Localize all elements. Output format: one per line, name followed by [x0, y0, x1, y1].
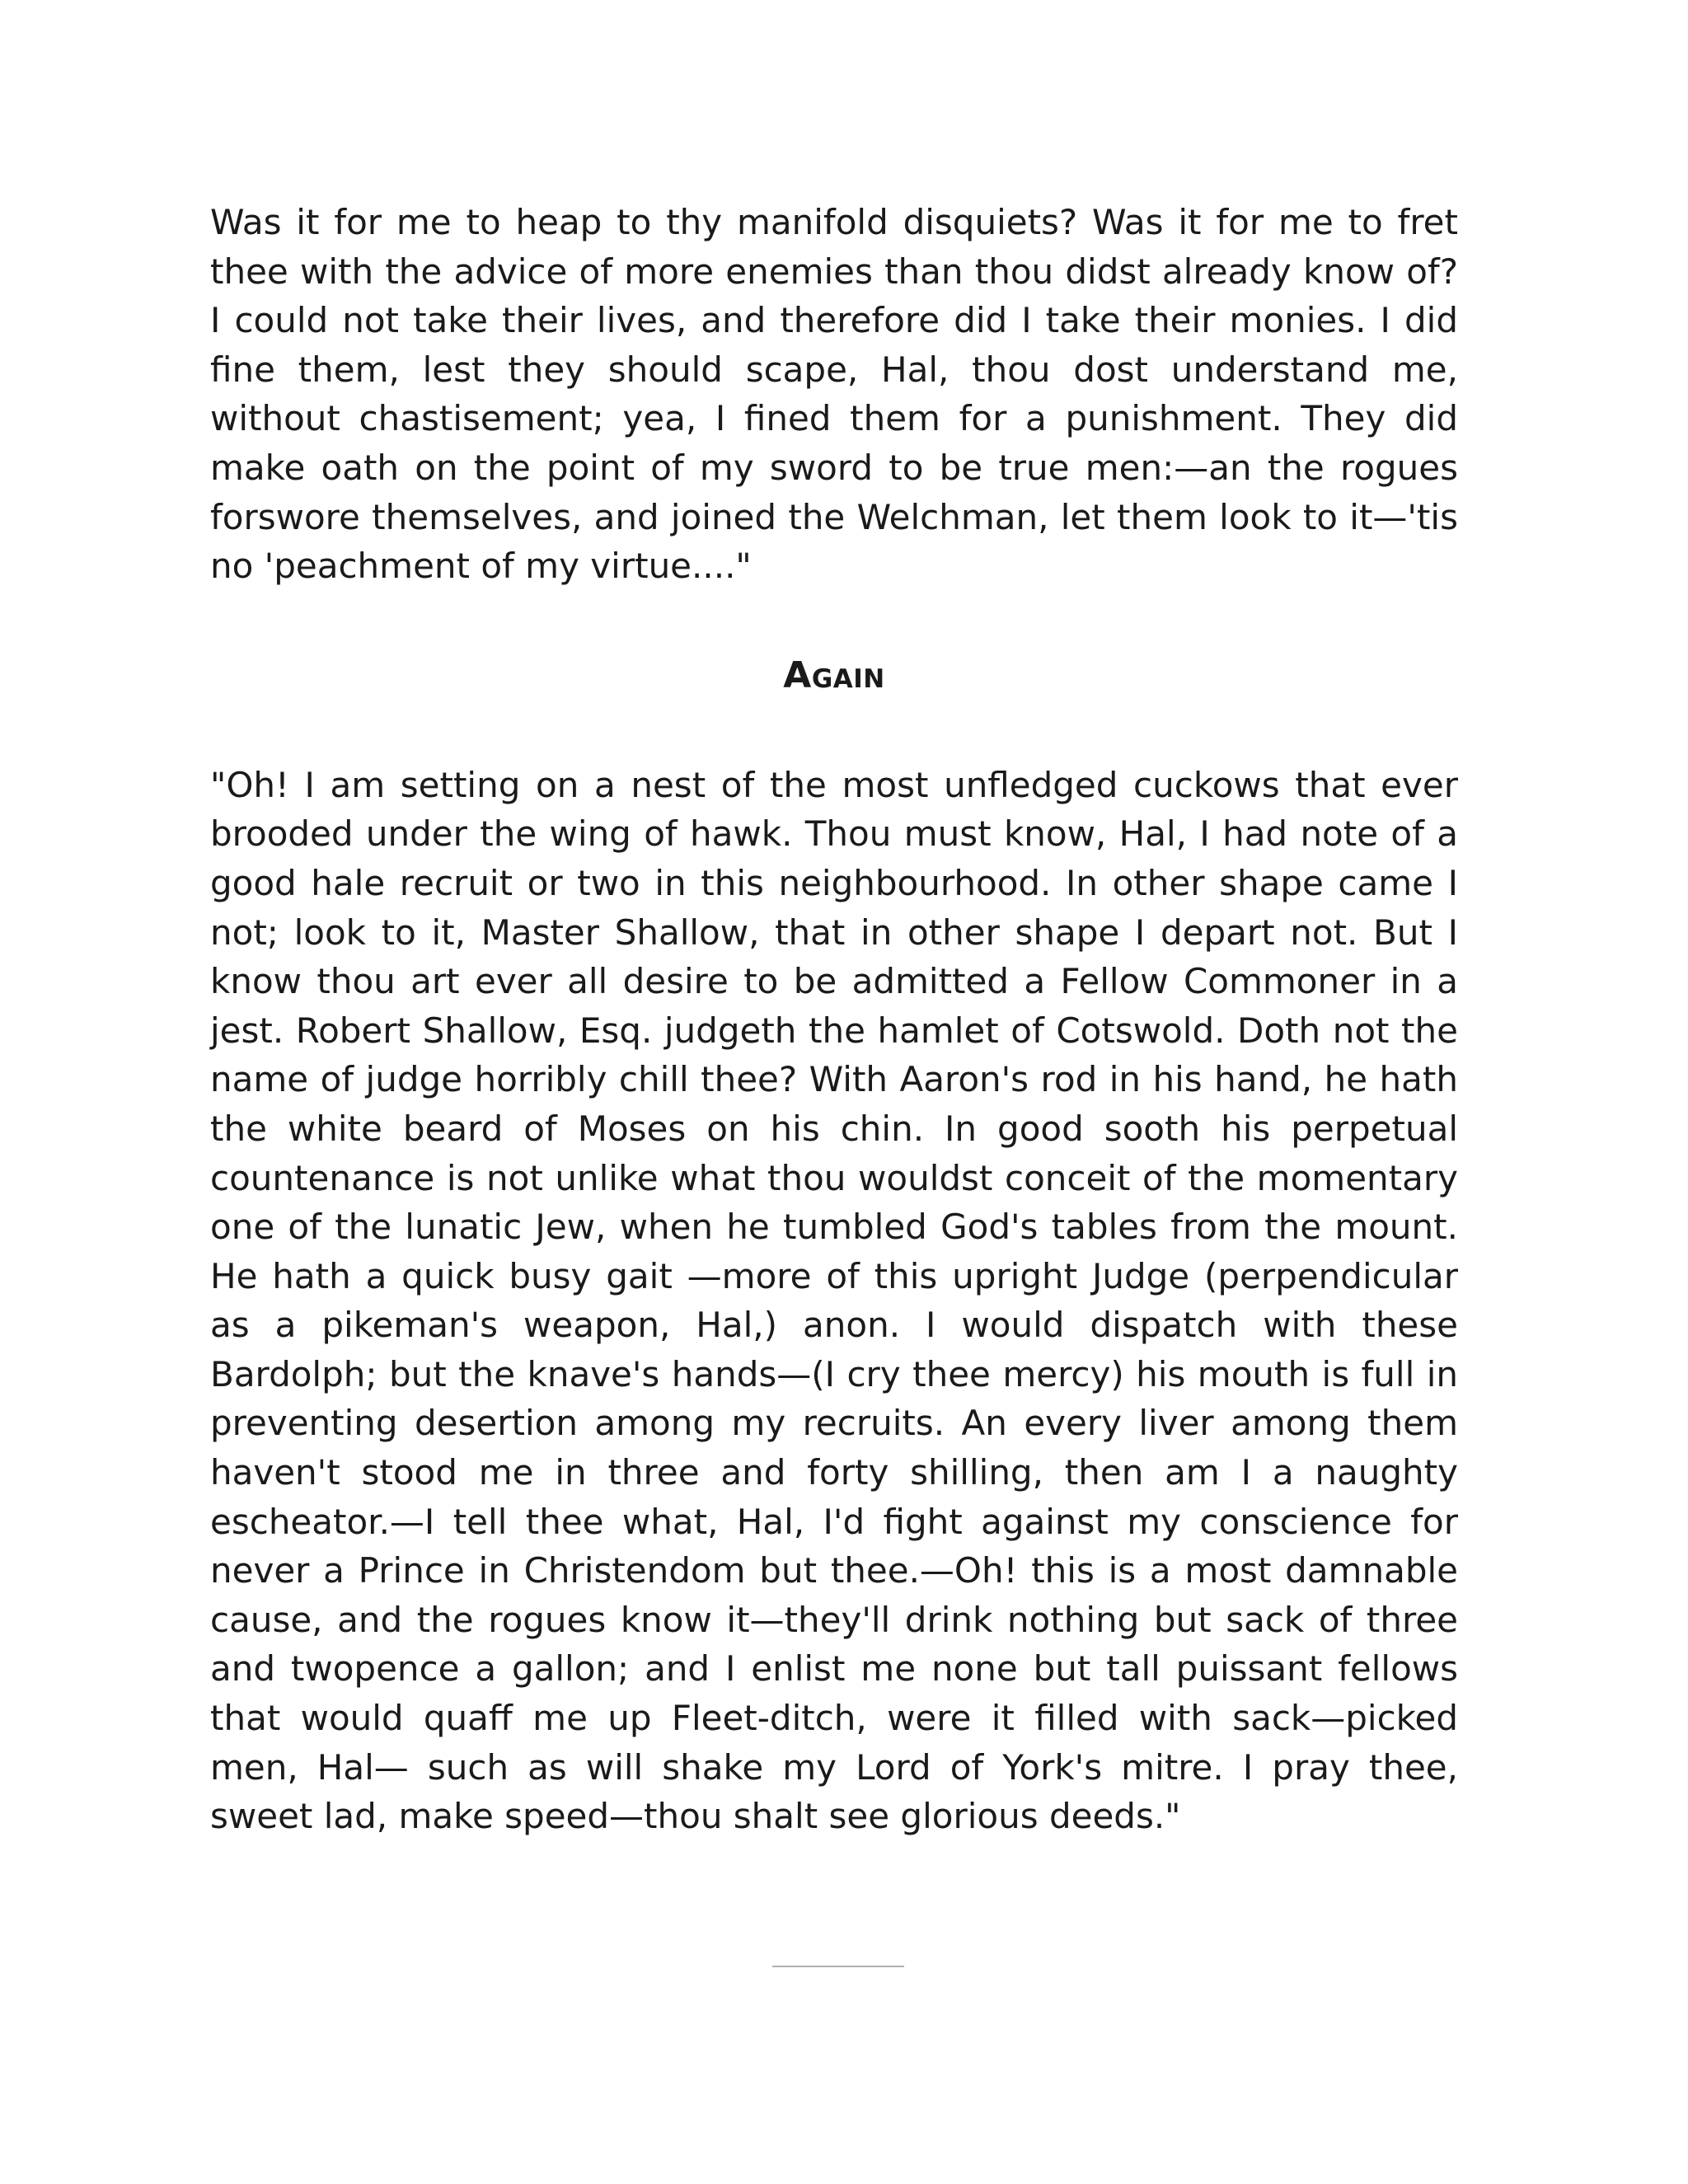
- section-heading: Again: [783, 654, 885, 696]
- paragraph-2: "Oh! I am setting on a nest of the most unfledged cuckows that ever brooded under the wing of hawk. Thou must know, Hal, I had note of a good hale recruit or two in this neighbourhood. In other shape came I not; look to it, Master Shallow, that in other shape I depart not. But I know thou art ever all desire to be admitted a Fellow Commoner in a jest. Robert Shallow, Esq. judgeth the hamlet of Cotswold. Doth not the name of judge horribly chill thee? With Aaron's rod in his hand, he hath the white beard of Moses on his chin. In good sooth his perpetual countenance is not unlike what thou wouldst conceit of the momentary one of the lunatic Jew, when he tumbled God's tables from the mount. He hath a quick busy gait —more of this upright Judge (perpendicular as a pikeman's weapon, Hal,) anon. I would dispatch with these Bardolph; but the knave's hands—(I cry thee mercy) his mouth is full in preventing desertion among my recruits. An every liver among them haven't stood me in three and forty shilling, then am I a naughty escheator.—I tell thee what, Hal, I'd fight against my conscience for never a Prince in Christendom but thee.—Oh! this is a most damnable cause, and the rogues know it—they'll drink nothing but sack of three and twopence a gallon; and I enlist me none but tall puissant fellows that would quaff me up Fleet-ditch, were it filled with sack—picked men, Hal— such as will shake my Lord of York's mitre. I pray thee, sweet lad, make speed—thou shalt see glorious deeds.": [210, 764, 1458, 1837]
- section-divider: [772, 1966, 904, 1967]
- document-page: [210, 198, 1458, 1841]
- paragraph-1: Was it for me to heap to thy manifold disquiets? Was it for me to fret thee with the advice of more enemies than thou didst already know of? I could not take their lives, and therefore did I take their monies. I did fine them, lest they should scape, Hal, thou dost understand me, without chastisement; yea, I fined them for a punishment. They did make oath on the point of my sword to be true men:—an the rogues forswore themselves, and joined the Welchman, let them look to it—'tis no 'peachment of my virtue....": [210, 202, 1458, 587]
